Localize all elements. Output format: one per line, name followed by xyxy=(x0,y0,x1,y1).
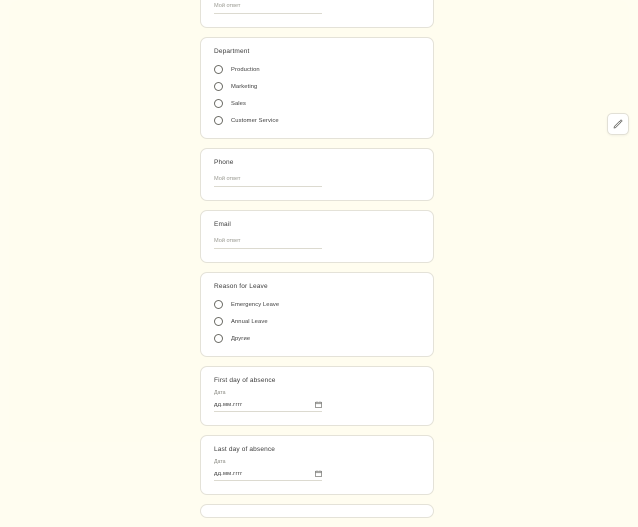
form-card-phone[interactable] xyxy=(200,148,434,201)
radio-label: Customer Service xyxy=(231,117,279,124)
form-card-last-day-of-absence[interactable] xyxy=(200,435,434,495)
card-title-last-day-of-absence: Last day of absence xyxy=(214,446,276,453)
radio-option-production[interactable] xyxy=(214,65,420,74)
radio-label: Emergency Leave xyxy=(231,301,280,308)
card-title-phone: Phone xyxy=(214,159,234,166)
date-value: дд.мм.гггг xyxy=(214,401,243,408)
calendar-icon[interactable] xyxy=(315,401,322,408)
answer-placeholder-phone[interactable]: Мой ответ xyxy=(214,176,322,187)
radio-group-reason-for-leave[interactable] xyxy=(214,300,420,343)
radio-option-sales[interactable] xyxy=(214,99,420,108)
radio-option-annual-leave[interactable] xyxy=(214,317,420,326)
radio-circle-icon[interactable] xyxy=(214,99,223,108)
radio-group-department[interactable] xyxy=(214,65,420,125)
radio-circle-icon[interactable] xyxy=(214,300,223,309)
radio-circle-icon[interactable] xyxy=(214,317,223,326)
form-card-top-partial[interactable] xyxy=(200,0,434,28)
form-card-department[interactable] xyxy=(200,37,434,139)
radio-circle-icon[interactable] xyxy=(214,334,223,343)
radio-circle-icon[interactable] xyxy=(214,82,223,91)
radio-option-customer-service[interactable] xyxy=(214,116,420,125)
calendar-icon[interactable] xyxy=(315,470,322,477)
form-column xyxy=(200,0,434,527)
radio-option-marketing[interactable] xyxy=(214,82,420,91)
radio-label: Другие xyxy=(231,335,251,342)
sub-label-date: Дата xyxy=(214,390,226,396)
radio-circle-icon[interactable] xyxy=(214,65,223,74)
date-value: дд.мм.гггг xyxy=(214,470,243,477)
card-title-email: Email xyxy=(214,221,232,228)
radio-label: Sales xyxy=(231,100,247,107)
form-card-next-partial[interactable] xyxy=(200,504,434,518)
radio-label: Marketing xyxy=(231,83,258,90)
radio-label: Annual Leave xyxy=(231,318,268,325)
form-card-first-day-of-absence[interactable] xyxy=(200,366,434,426)
radio-circle-icon[interactable] xyxy=(214,116,223,125)
answer-placeholder-email[interactable]: Мой ответ xyxy=(214,238,322,249)
card-title-first-day-of-absence: First day of absence xyxy=(214,377,276,384)
sub-label-date: Дата xyxy=(214,459,226,465)
card-title-reason-for-leave: Reason for Leave xyxy=(214,283,268,290)
answer-placeholder-top[interactable]: Мой ответ xyxy=(214,3,322,14)
edit-form-button[interactable] xyxy=(607,113,629,135)
date-input-last-day[interactable] xyxy=(214,470,322,481)
radio-option-other[interactable] xyxy=(214,334,420,343)
form-card-email[interactable] xyxy=(200,210,434,263)
card-title-department: Department xyxy=(214,48,250,55)
date-input-first-day[interactable] xyxy=(214,401,322,412)
pencil-icon xyxy=(613,119,623,129)
form-card-reason-for-leave[interactable] xyxy=(200,272,434,357)
radio-option-emergency-leave[interactable] xyxy=(214,300,420,309)
radio-label: Production xyxy=(231,66,260,73)
